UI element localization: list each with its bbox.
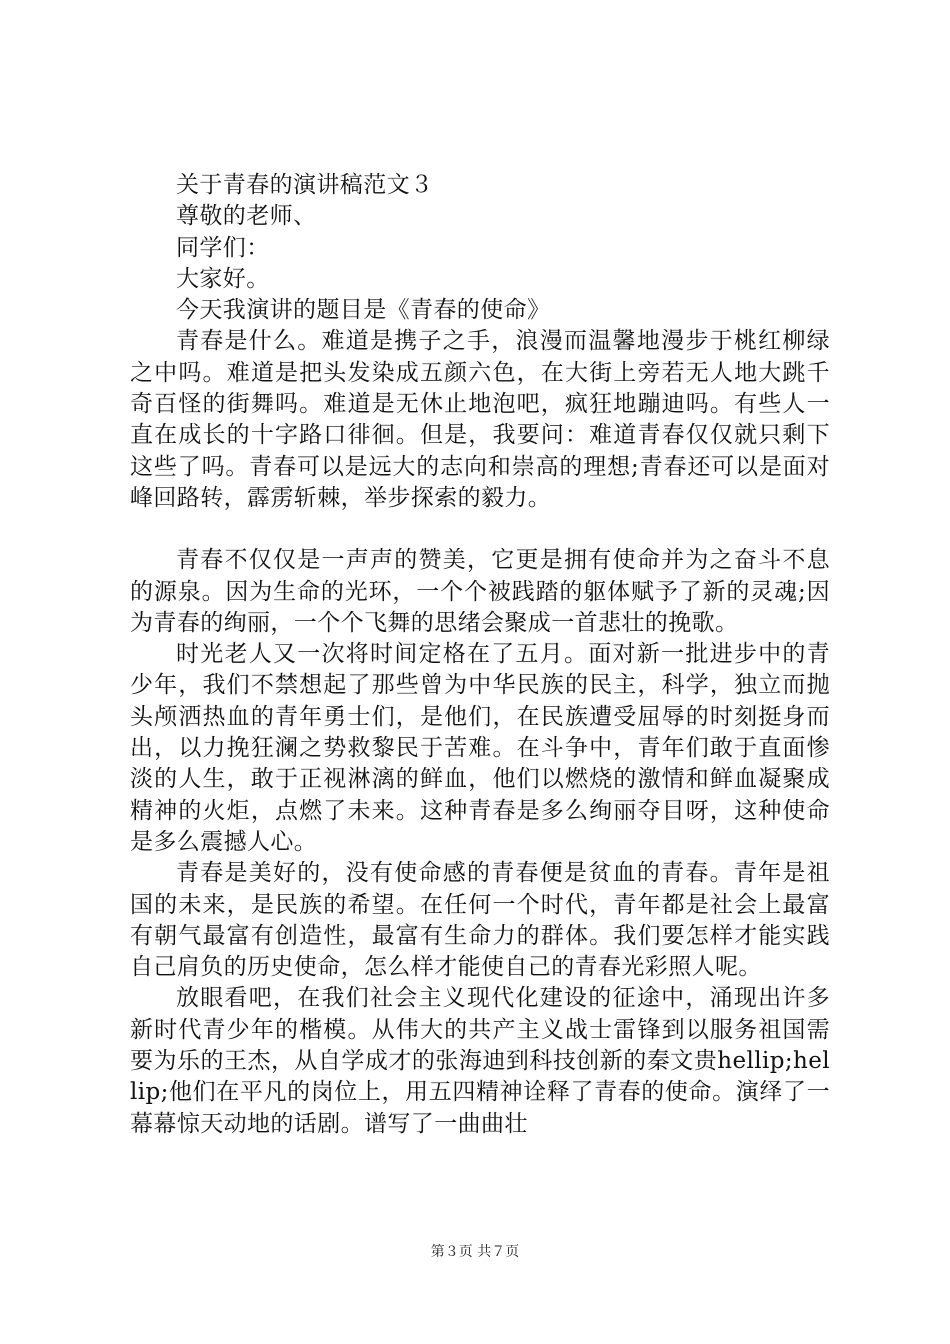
paragraph-1: 青春是什么。难道是携子之手，浪漫而温馨地漫步于桃红柳绿之中吗。难道是把头发染成五颜六色，在大街上旁若无人地大跳千奇百怪的街舞吗。难道是无休止地泡吧，疯狂地蹦迪吗。有些人一直在成长的十字路口徘徊。但是，我要问：难道青春仅仅就只剩下这些了吗。青春可以是远大的志向和崇高的理想;青春还可以是面对峰回路转，霹雳斩棘，举步探索的毅力。 [130,328,830,511]
paragraph-5: 放眼看吧，在我们社会主义现代化建设的征途中，涌现出许多新时代青少年的楷模。从伟大的共产主义战士雷锋到以服务祖国需要为乐的王杰，从自学成才的张海迪到科技创新的秦文贵hellip;hellip;他们在平凡的岗位上，用五四精神诠释了青春的使命。演绎了一幕幕惊天动地的话剧。谱写了一曲曲壮 [130,985,830,1137]
page-number-footer: 第３页 共７页 [430,1244,520,1260]
paragraph-3: 时光老人又一次将时间定格在了五月。面对新一批进步中的青少年，我们不禁想起了那些曾为中华民族的民主，科学，独立而抛头颅洒热血的青年勇士们，是他们，在民族遭受屈辱的时刻挺身而出，以力挽狂澜之势救黎民于苦难。在斗争中，青年们敢于直面惨淡的人生，敢于正视淋漓的鲜血，他们以燃烧的激情和鲜血凝聚成精神的火炬，点燃了未来。这种青春是多么绚丽夺目呀，这种使命是多么震撼人心。 [130,641,830,855]
speech-topic: 今天我演讲的题目是《青春的使命》 [176,297,551,324]
paragraph-2: 青春不仅仅是一声声的赞美，它更是拥有使命并为之奋斗不息的源泉。因为生命的光环，一个个被践踏的躯体赋予了新的灵魂;因为青春的绚丽，一个个飞舞的思绪会聚成一首悲壮的挽歌。 [130,547,830,636]
salutation-line-1: 尊敬的老师、 [176,203,317,230]
greeting-line: 大家好。 [176,265,270,292]
paragraph-4: 青春是美好的，没有使命感的青春便是贫血的青春。青年是祖国的未来，是民族的希望。在任何一个时代，青年都是社会上最富有朝气最富有创造性，最富有生命力的群体。我们要怎样才能实践自己肩负的历史使命，怎么样才能使自己的青春光彩照人呢。 [130,860,830,981]
document-title: 关于青春的演讲稿范文３ [176,172,434,198]
document-body [130,170,830,1140]
salutation-line-2: 同学们： [176,234,270,261]
